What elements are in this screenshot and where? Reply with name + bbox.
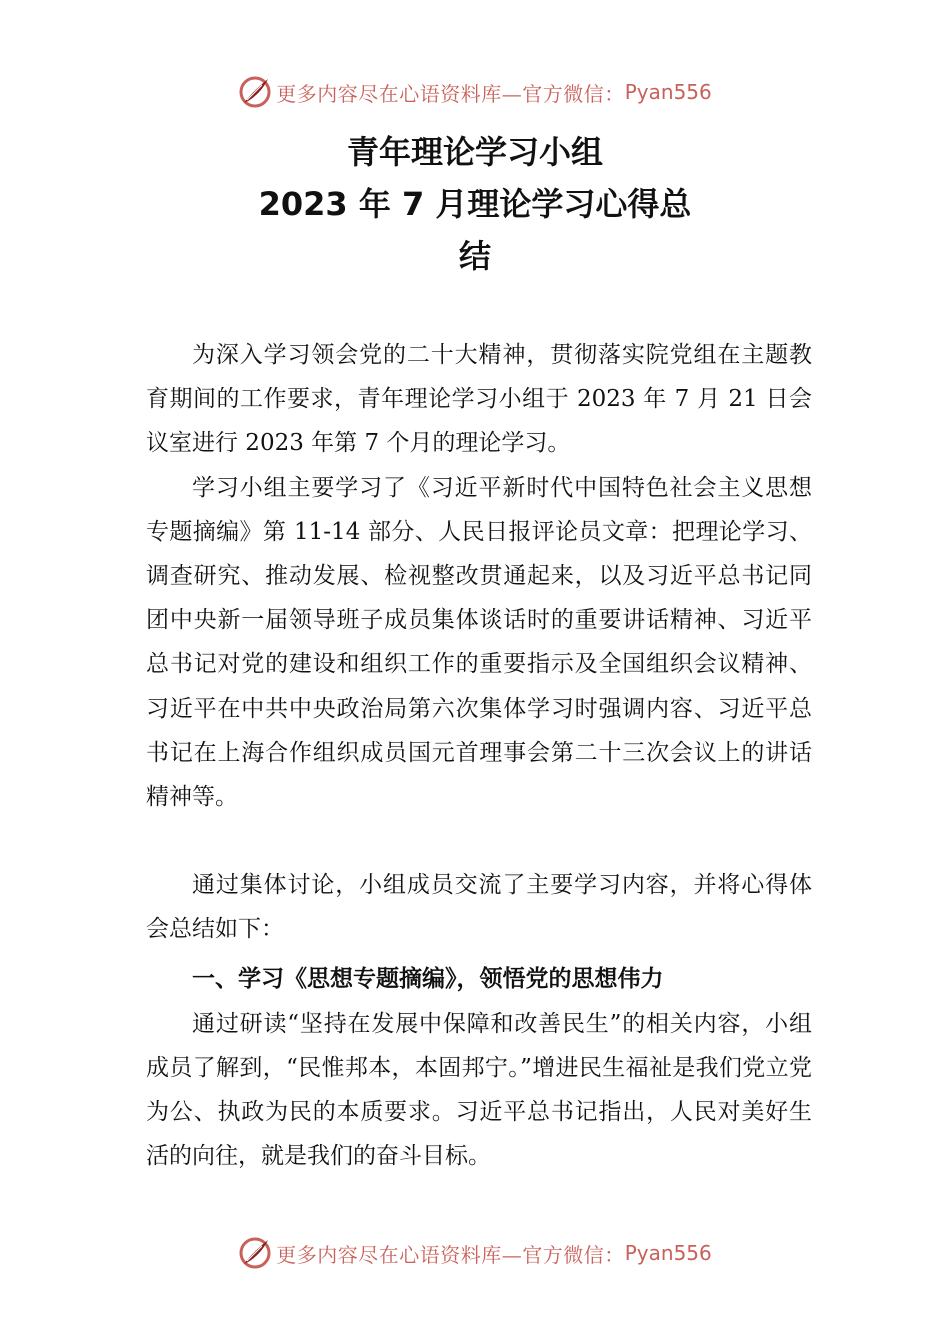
paragraph-study-content: 学习小组主要学习了《习近平新时代中国特色社会主义思想专题摘编》第 11-14 部分、人民日报评论员文章：把理论学习、调查研究、推动发展、检视整改贯通起来，以及习近平总书记同团中央新一届领导班子成员集体谈话时的重要讲话精神、习近平总书记对党的建设和组织工作的重要指示及全国组织会议精神、习近平在中共中央政治局第六次集体学习时强调内容、习近平总书记在上海合作组织成员国元首理事会第二十三次会议上的讲话精神等。 [146,474,812,811]
watermark-wechat-id: Pyan556 [624,80,712,104]
watermark-text: 更多内容尽在心语资料库—官方微信： [276,81,625,106]
paragraph-intro: 为深入学习领会党的二十大精神，贯彻落实院党组在主题教育期间的工作要求，青年理论学习小组于 2023 年 7 月 21 日会议室进行 2023 年第 7 个月的理论学习。 [146,342,812,457]
title-line-2: 2023 年 7 月理论学习心得总 [258,185,692,223]
document-body [146,333,812,1178]
header-watermark [0,72,950,112]
quill-logo-icon [238,75,272,109]
section-heading-1: 一、学习《思想专题摘编》，领悟党的思想伟力 [192,965,664,992]
paragraph-discussion: 通过集体讨论，小组成员交流了主要学习内容，并将心得体会总结如下： [146,872,812,943]
watermark-text: 更多内容尽在心语资料库—官方微信： [276,1242,625,1267]
title-line-1: 青年理论学习小组 [346,133,603,171]
document-title [0,126,950,282]
quill-logo-icon [238,1236,272,1270]
footer-watermark [0,1233,950,1273]
watermark-wechat-id: Pyan556 [624,1241,712,1265]
paragraph-section-1: 通过研读“坚持在发展中保障和改善民生”的相关内容，小组成员了解到，“民惟邦本，本固邦宁。”增进民生福祉是我们党立党为公、执政为民的本质要求。习近平总书记指出，人民对美好生活的向往，就是我们的奋斗目标。 [146,1010,812,1170]
title-line-3: 结 [458,237,491,275]
paragraph-gap [146,819,812,863]
